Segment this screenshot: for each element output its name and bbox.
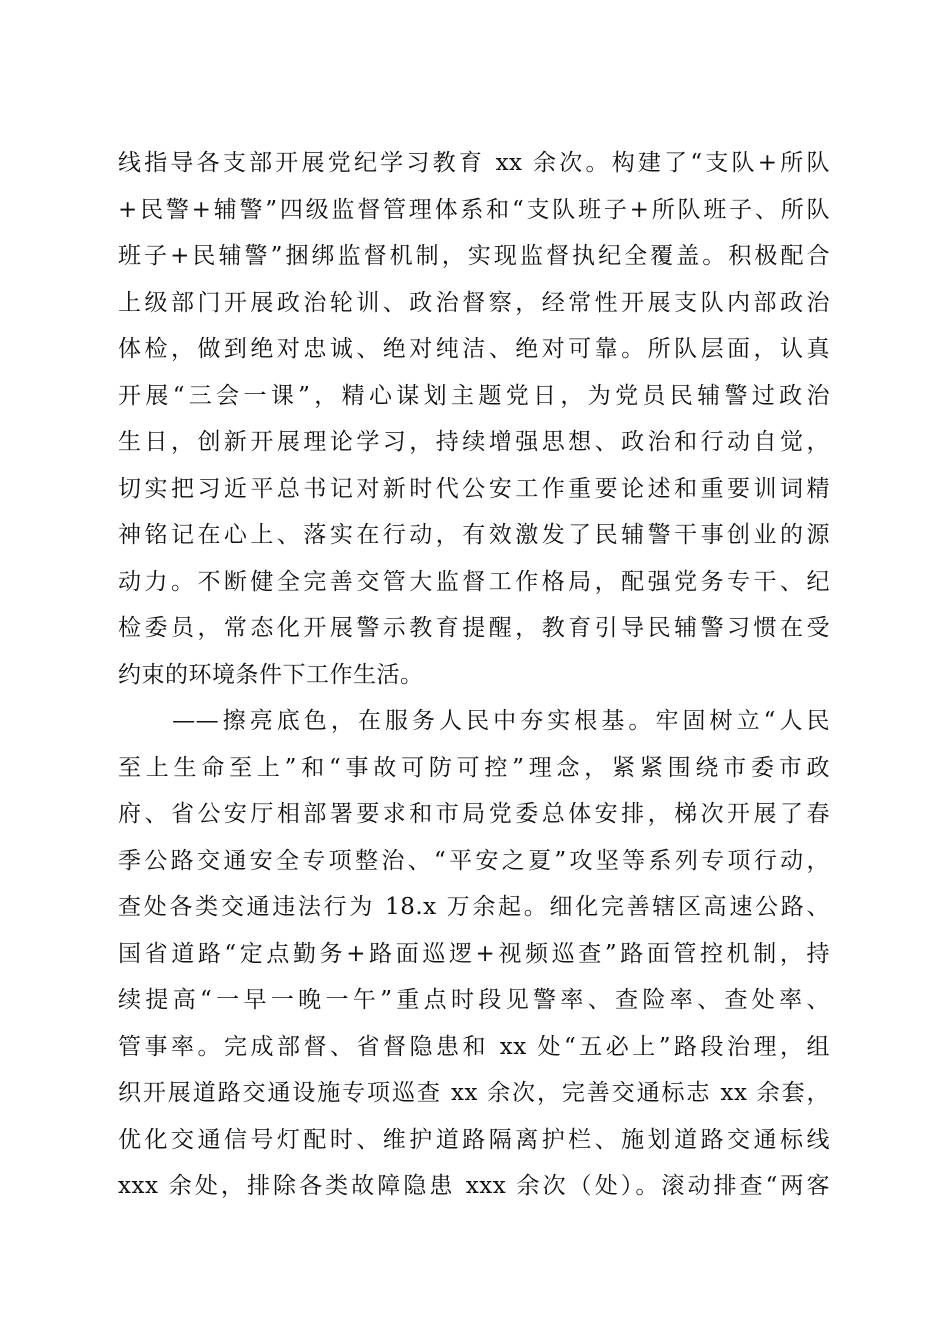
- text-line-20: 管事率。完成部督、省督隐患和 xx 处“五必上”路段治理，组: [118, 1033, 830, 1060]
- text-line-4: 上级部门开展政治轮训、政治督察，经常性开展支队内部政治: [118, 289, 830, 316]
- body-text: [118, 140, 830, 1210]
- text-line-18: 国省道路“定点勤务+路面巡逻+视频巡查”路面管控机制，持: [118, 940, 830, 967]
- text-line-23: xxx 余处，排除各类故障隐患 xxx 余次（处）。滚动排查“两客: [118, 1173, 830, 1199]
- text-line-11: 检委员，常态化开展警示教育提醒，教育引导民辅警习惯在受: [118, 615, 830, 641]
- text-line-3: 班子+民辅警”捆绑监督机制，实现监督执纪全覆盖。积极配合: [118, 243, 830, 269]
- text-line-21: 织开展道路交通设施专项巡查 xx 余次，完善交通标志 xx 余套，: [118, 1080, 830, 1106]
- text-line-8: 切实把习近平总书记对新时代公安工作重要论述和重要训词精: [118, 475, 830, 502]
- text-line-19: 续提高“一早一晚一午”重点时段见警率、查险率、查处率、: [118, 987, 830, 1013]
- text-line-6: 开展“三会一课”，精心谋划主题党日，为党员民辅警过政治: [118, 382, 830, 409]
- text-line-14: 至上生命至上”和“事故可防可控”理念，紧紧围绕市委市政: [118, 754, 830, 781]
- text-line-7: 生日，创新开展理论学习，持续增强思想、政治和行动自觉，: [118, 429, 830, 455]
- text-line-9: 神铭记在心上、落实在行动，有效激发了民辅警干事创业的源: [118, 522, 830, 548]
- text-line-13: ——擦亮底色，在服务人民中夯实根基。牢固树立“人民: [118, 708, 830, 734]
- text-line-17: 查处各类交通违法行为 18.x 万余起。细化完善辖区高速公路、: [118, 894, 830, 920]
- text-line-1: 线指导各支部开展党纪学习教育 xx 余次。构建了“支队+所队: [118, 150, 830, 176]
- text-line-2: +民警+辅警”四级监督管理体系和“支队班子+所队班子、所队: [118, 196, 830, 223]
- text-line-22: 优化交通信号灯配时、维护道路隔离护栏、施划道路交通标线: [118, 1126, 830, 1153]
- text-line-5: 体检，做到绝对忠诚、绝对纯洁、绝对可靠。所队层面，认真: [118, 336, 830, 362]
- text-line-12: 约束的环境条件下工作生活。: [118, 661, 424, 688]
- text-line-16: 季公路交通安全专项整治、“平安之夏”攻坚等系列专项行动，: [118, 847, 830, 874]
- text-line-10: 动力。不断健全完善交管大监督工作格局，配强党务专干、纪: [118, 568, 830, 595]
- text-line-15: 府、省公安厅相部署要求和市局党委总体安排，梯次开展了春: [118, 801, 830, 827]
